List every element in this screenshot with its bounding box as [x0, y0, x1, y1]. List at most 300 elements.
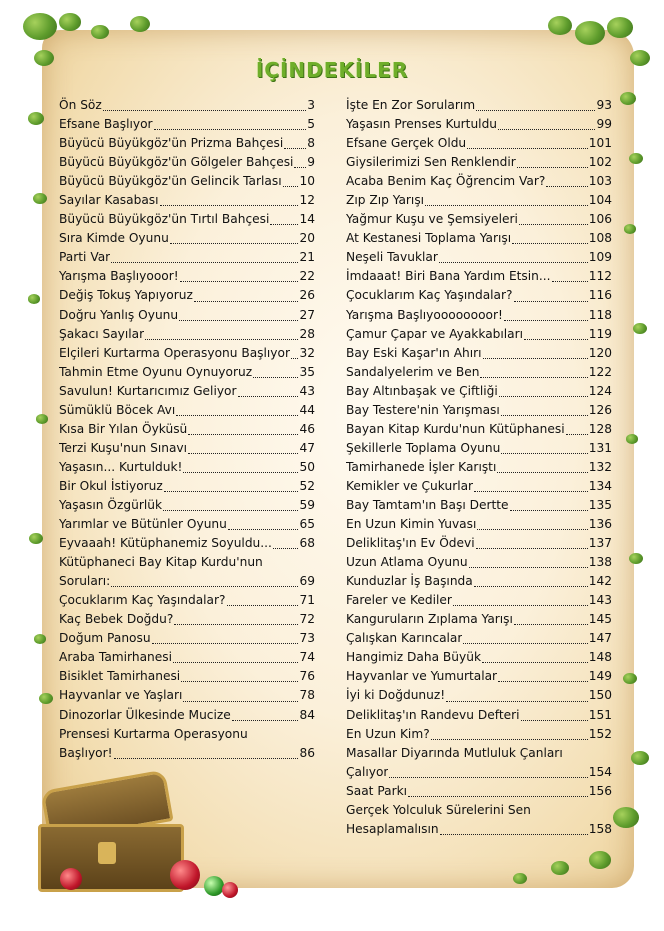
toc-entry-title: Acaba Benim Kaç Öğrencim Var? — [346, 174, 546, 189]
toc-entry — [346, 172, 612, 191]
dot-leader — [232, 720, 299, 721]
toc-page-number: 138 — [588, 555, 612, 570]
toc-entry — [346, 782, 612, 801]
toc-entry-title: Soruları: — [59, 574, 111, 589]
red-gem-icon — [222, 882, 238, 898]
toc-entry — [59, 96, 315, 115]
toc-entry-title: Araba Tamirhanesi — [59, 650, 172, 665]
toc-page-number: 71 — [299, 593, 315, 608]
toc-entry-title: Yaşasın Özgürlük — [59, 497, 163, 512]
toc-entry — [346, 706, 612, 725]
toc-page-number: 93 — [596, 98, 612, 112]
toc-entry — [346, 801, 612, 839]
toc-page-number: 74 — [299, 650, 315, 665]
toc-entry-title: Şekillerle Toplama Oyunu — [346, 440, 501, 455]
toc-entry-title: Parti Var — [59, 250, 111, 265]
toc-entry — [346, 115, 612, 134]
toc-page-number: 126 — [588, 402, 612, 417]
toc-entry-title: At Kestanesi Toplama Yarışı — [346, 231, 512, 246]
toc-entry-title: Büyücü Büyükgöz'ün Gölgeler Bahçesi — [59, 155, 294, 170]
dot-leader — [474, 491, 588, 492]
toc-entry-title: Çamur Çapar ve Ayakkabıları — [346, 326, 524, 341]
toc-entry-title: Bisiklet Tamirhanesi — [59, 669, 181, 684]
toc-page-number: 27 — [299, 307, 315, 322]
toc-entry — [59, 648, 315, 667]
toc-entry-title: Bir Okul İstiyoruz — [59, 478, 163, 493]
toc-entry — [346, 153, 612, 172]
toc-entry — [346, 306, 612, 325]
toc-entry — [59, 210, 315, 229]
toc-entry-title: Neşeli Tavuklar — [346, 250, 438, 265]
dot-leader — [291, 358, 298, 359]
toc-entry — [59, 553, 315, 591]
toc-page-number: 20 — [299, 231, 315, 246]
leaf-icon — [620, 92, 636, 105]
toc-entry — [346, 572, 612, 591]
leaf-icon — [607, 17, 633, 38]
toc-entry — [59, 172, 315, 191]
toc-entry — [59, 477, 315, 496]
toc-entry-title: Efsane Başlıyor — [59, 117, 153, 132]
toc-entry-title: Çocuklarım Kaç Yaşındalar? — [346, 288, 513, 303]
toc-entry-title: Ön Söz — [59, 98, 102, 112]
toc-page-number: 116 — [588, 288, 612, 303]
green-gem-icon — [204, 876, 224, 896]
toc-page-number: 145 — [588, 612, 612, 627]
toc-entry — [59, 686, 315, 705]
toc-entry-title: İyi ki Doğdunuz! — [346, 688, 446, 703]
dot-leader — [504, 320, 588, 321]
toc-entry-title: Eyvaaah! Kütüphanemiz Soyuldu... — [59, 536, 272, 551]
toc-entry — [346, 344, 612, 363]
toc-page-number: 5 — [307, 117, 315, 132]
dot-leader — [439, 262, 588, 263]
toc-page-number: 14 — [299, 212, 315, 227]
toc-entry — [346, 667, 612, 686]
toc-page-number: 78 — [299, 688, 315, 703]
toc-page-number: 106 — [588, 212, 612, 227]
toc-entry-title: Efsane Gerçek Oldu — [346, 136, 467, 151]
dot-leader — [181, 681, 298, 682]
toc-entry-title: Büyücü Büyükgöz'ün Prizma Bahçesi — [59, 136, 284, 151]
toc-entry — [59, 344, 315, 363]
dot-leader — [227, 605, 299, 606]
toc-entry — [346, 744, 612, 782]
toc-entry-title: Kısa Bir Yılan Öyküsü — [59, 421, 188, 436]
dot-leader — [517, 167, 588, 168]
toc-entry-title: Sayılar Kasabası — [59, 193, 159, 208]
toc-entry-title: Savulun! Kurtarıcımız Geliyor — [59, 383, 237, 398]
toc-entry-title: Elçileri Kurtarma Operasyonu Başlıyor — [59, 345, 290, 360]
toc-entry-title: Terzi Kuşu'nun Sınavı — [59, 440, 188, 455]
dot-leader — [519, 224, 588, 225]
dot-leader — [111, 586, 298, 587]
dot-leader — [514, 301, 588, 302]
toc-entry-title: Doğum Panosu — [59, 631, 151, 646]
dot-leader — [499, 396, 588, 397]
toc-page-number: 112 — [588, 269, 612, 284]
toc-entry — [59, 725, 315, 763]
dot-leader — [501, 415, 588, 416]
dot-leader — [524, 339, 588, 340]
toc-page-number: 101 — [588, 136, 612, 151]
dot-leader — [103, 110, 306, 111]
toc-entry-title: Yarışma Başlıyoooooooor! — [346, 307, 503, 322]
red-gem-icon — [60, 868, 82, 890]
dot-leader — [512, 243, 588, 244]
leaf-icon — [629, 153, 643, 164]
toc-entry-title: Yarımlar ve Bütünler Oyunu — [59, 517, 227, 532]
toc-entry-title: Yaşasın Prenses Kurtuldu — [346, 117, 498, 132]
toc-page-number: 156 — [588, 783, 612, 798]
dot-leader — [463, 643, 587, 644]
toc-page-number: 50 — [299, 459, 315, 474]
toc-entry — [346, 382, 612, 401]
toc-entry — [346, 534, 612, 553]
leaf-icon — [548, 16, 572, 35]
toc-page-number: 84 — [299, 707, 315, 722]
dot-leader — [425, 205, 588, 206]
dot-leader — [194, 301, 299, 302]
toc-page-number: 120 — [588, 345, 612, 360]
dot-leader — [173, 662, 298, 663]
toc-entry — [59, 420, 315, 439]
toc-entry — [346, 363, 612, 382]
dot-leader — [283, 186, 299, 187]
toc-page-number: 26 — [299, 288, 315, 303]
dot-leader — [284, 148, 306, 149]
toc-entry — [346, 401, 612, 420]
dot-leader — [163, 510, 298, 511]
toc-page-number: 86 — [299, 745, 315, 760]
toc-entry-last-line — [346, 763, 612, 782]
dot-leader — [476, 548, 588, 549]
toc-page-number: 43 — [299, 383, 315, 398]
toc-entry — [346, 325, 612, 344]
red-gem-icon — [170, 860, 200, 890]
toc-entry-title: En Uzun Kim? — [346, 726, 430, 741]
toc-entry — [346, 229, 612, 248]
toc-page-number: 150 — [588, 688, 612, 703]
toc-entry — [346, 248, 612, 267]
toc-entry-title: Şakacı Sayılar — [59, 326, 145, 341]
toc-entry-title: Çalışkan Karıncalar — [346, 631, 463, 646]
toc-entry-title: İmdaaat! Biri Bana Yardım Etsin... — [346, 269, 551, 284]
dot-leader — [183, 701, 298, 702]
toc-page-number: 68 — [299, 536, 315, 551]
dot-leader — [453, 605, 588, 606]
toc-entry-title: Kanguruların Zıplama Yarışı — [346, 612, 513, 627]
toc-page-number: 99 — [596, 117, 612, 132]
dot-leader — [176, 415, 298, 416]
dot-leader — [238, 396, 299, 397]
toc-entry-title: Saat Parkı — [346, 783, 408, 798]
toc-page-number: 3 — [307, 98, 315, 112]
toc-entry — [59, 382, 315, 401]
dot-leader — [483, 358, 588, 359]
toc-page-number: 8 — [307, 136, 315, 151]
dot-leader — [174, 624, 298, 625]
toc-entry — [59, 229, 315, 248]
toc-page-number: 134 — [588, 478, 612, 493]
toc-entry-title: Hesaplamalısın — [346, 821, 439, 836]
dot-leader — [270, 224, 298, 225]
leaf-icon — [633, 323, 647, 334]
toc-entry-title: Büyücü Büyükgöz'ün Tırtıl Bahçesi — [59, 212, 270, 227]
toc-entry-title: Gerçek Yolculuk Sürelerini Sen — [346, 802, 531, 817]
dot-leader — [566, 434, 588, 435]
toc-page-number: 104 — [588, 193, 612, 208]
toc-entry-title: Sümüklü Böcek Avı — [59, 402, 176, 417]
toc-entry — [59, 401, 315, 420]
toc-entry-title: Sandalyelerim ve Ben — [346, 364, 480, 379]
toc-page-number: 73 — [299, 631, 315, 646]
toc-entry-title: Fareler ve Kediler — [346, 593, 452, 608]
dot-leader — [498, 681, 588, 682]
dot-leader — [498, 129, 595, 130]
dot-leader — [510, 510, 588, 511]
dot-leader — [514, 624, 588, 625]
leaf-icon — [575, 21, 605, 45]
toc-page-number: 35 — [299, 364, 315, 379]
toc-entry — [346, 134, 612, 153]
toc-entry — [59, 325, 315, 344]
dot-leader — [154, 129, 307, 130]
dot-leader — [188, 453, 298, 454]
toc-entry-title: Bay Eski Kaşar'ın Ahırı — [346, 345, 482, 360]
dot-leader — [497, 472, 587, 473]
toc-entry-last-line — [59, 744, 315, 763]
leaf-icon — [631, 751, 649, 765]
toc-page-number: 72 — [299, 612, 315, 627]
leaf-icon — [629, 553, 643, 564]
toc-page-number: 122 — [588, 364, 612, 379]
dot-leader — [152, 643, 299, 644]
dot-leader — [188, 434, 298, 435]
dot-leader — [482, 662, 588, 663]
toc-entry-title: Tamirhanede İşler Karıştı — [346, 459, 497, 474]
toc-entry — [346, 553, 612, 572]
toc-entry — [59, 591, 315, 610]
toc-entry — [59, 363, 315, 382]
page-title: İÇİNDEKİLER — [255, 58, 409, 82]
toc-page-number: 143 — [588, 593, 612, 608]
toc-entry — [346, 439, 612, 458]
toc-page-number: 102 — [588, 155, 612, 170]
toc-entry — [59, 629, 315, 648]
toc-entry-title: Kemikler ve Çukurlar — [346, 478, 474, 493]
dot-leader — [474, 586, 588, 587]
toc-page-number: 135 — [588, 497, 612, 512]
toc-page-number: 46 — [299, 421, 315, 436]
toc-page-number: 22 — [299, 269, 315, 284]
dot-leader — [114, 758, 299, 759]
toc-entry-title: Çalıyor — [346, 764, 389, 779]
toc-entry-title: Sıra Kimde Oyunu — [59, 231, 169, 246]
leaf-icon — [624, 224, 636, 234]
toc-entry-title: Giysilerimizi Sen Renklendir — [346, 155, 516, 170]
toc-page-number: 44 — [299, 402, 315, 417]
toc-entry-title: Yağmur Kuşu ve Şemsiyeleri — [346, 212, 518, 227]
leaf-icon — [59, 13, 81, 31]
dot-leader — [467, 148, 588, 149]
toc-left-column — [59, 96, 315, 763]
leaf-icon — [589, 851, 611, 869]
toc-entry — [346, 610, 612, 629]
dot-leader — [145, 339, 298, 340]
toc-entry — [59, 667, 315, 686]
toc-page-number: 52 — [299, 478, 315, 493]
dot-leader — [501, 453, 587, 454]
dot-leader — [164, 491, 299, 492]
toc-page-number: 152 — [588, 726, 612, 741]
toc-page-number: 10 — [299, 174, 315, 189]
toc-entry-title: Kaç Bebek Doğdu? — [59, 612, 174, 627]
toc-entry — [346, 210, 612, 229]
dot-leader — [180, 281, 299, 282]
toc-page-number: 147 — [588, 631, 612, 646]
dot-leader — [228, 529, 299, 530]
toc-page-number: 108 — [588, 231, 612, 246]
leaf-icon — [28, 112, 44, 125]
toc-entry-title: Yaşasın... Kurtulduk! — [59, 459, 183, 474]
dot-leader — [160, 205, 299, 206]
toc-entry-title: Kütüphaneci Bay Kitap Kurdu'nun — [59, 555, 263, 570]
toc-entry — [59, 496, 315, 515]
toc-entry-title: En Uzun Kimin Yuvası — [346, 517, 477, 532]
leaf-icon — [36, 414, 48, 424]
toc-entry-title: Kunduzlar İş Başında — [346, 574, 473, 589]
toc-entry-title: Zıp Zıp Yarışı — [346, 193, 425, 208]
leaf-icon — [34, 634, 46, 644]
toc-page-number: 137 — [588, 536, 612, 551]
toc-entry — [59, 610, 315, 629]
dot-leader — [170, 243, 299, 244]
toc-page-number: 32 — [299, 345, 315, 360]
toc-entry — [346, 191, 612, 210]
toc-entry-title: Bay Testere'nin Yarışması — [346, 402, 500, 417]
dot-leader — [552, 281, 588, 282]
dot-leader — [477, 529, 587, 530]
toc-page-number: 132 — [588, 459, 612, 474]
toc-entry — [346, 515, 612, 534]
toc-entry — [346, 477, 612, 496]
toc-entry — [346, 496, 612, 515]
dot-leader — [408, 796, 588, 797]
toc-entry-title: Bay Altınbaşak ve Çiftliği — [346, 383, 498, 398]
toc-entry-title: Büyücü Büyükgöz'ün Gelincik Tarlası — [59, 174, 282, 189]
toc-entry — [59, 134, 315, 153]
toc-entry-title: Hangimiz Daha Büyük — [346, 650, 482, 665]
toc-page-number: 158 — [588, 821, 612, 836]
toc-entry — [346, 725, 612, 744]
toc-entry-title: Tahmin Etme Oyunu Oynuyoruz — [59, 364, 253, 379]
toc-entry — [346, 267, 612, 286]
toc-page-number: 103 — [588, 174, 612, 189]
toc-page-number: 142 — [588, 574, 612, 589]
toc-entry — [346, 458, 612, 477]
toc-entry — [59, 706, 315, 725]
toc-entry — [59, 515, 315, 534]
dot-leader — [446, 701, 588, 702]
toc-entry — [59, 286, 315, 305]
dot-leader — [111, 262, 298, 263]
toc-entry — [346, 96, 612, 115]
toc-page-number: 151 — [588, 707, 612, 722]
toc-entry-last-line — [346, 820, 612, 839]
toc-entry — [346, 591, 612, 610]
toc-entry — [346, 286, 612, 305]
toc-entry-title: Prensesi Kurtarma Operasyonu — [59, 726, 248, 741]
toc-entry — [59, 458, 315, 477]
toc-entry-title: Değiş Tokuş Yapıyoruz — [59, 288, 193, 303]
dot-leader — [389, 777, 587, 778]
toc-page-number: 12 — [299, 193, 315, 208]
dot-leader — [273, 548, 299, 549]
dot-leader — [480, 377, 587, 378]
toc-entry-title: Çocuklarım Kaç Yaşındalar? — [59, 593, 226, 608]
dot-leader — [521, 720, 588, 721]
toc-entry — [59, 248, 315, 267]
toc-page-number: 124 — [588, 383, 612, 398]
toc-entry-title: Deliklitaş'ın Randevu Defteri — [346, 707, 520, 722]
toc-page-number: 148 — [588, 650, 612, 665]
dot-leader — [179, 320, 298, 321]
toc-page-number: 47 — [299, 440, 315, 455]
toc-entry — [59, 267, 315, 286]
toc-entry-title: Doğru Yanlış Oyunu — [59, 307, 179, 322]
toc-page-number: 69 — [299, 574, 315, 589]
toc-right-column — [346, 96, 612, 839]
toc-entry-title: Yarışma Başlıyooor! — [59, 269, 179, 284]
toc-entry — [59, 534, 315, 553]
dot-leader — [469, 567, 588, 568]
leaf-icon — [613, 807, 639, 828]
toc-page-number: 128 — [588, 421, 612, 436]
toc-entry-last-line — [59, 572, 315, 591]
toc-entry-title: Bayan Kitap Kurdu'nun Kütüphanesi — [346, 421, 565, 436]
toc-entry-title: Hayvanlar ve Yumurtalar — [346, 669, 498, 684]
leaf-icon — [29, 533, 43, 544]
toc-page-number: 136 — [588, 517, 612, 532]
dot-leader — [183, 472, 298, 473]
dot-leader — [253, 377, 298, 378]
dot-leader — [294, 167, 306, 168]
toc-page-number: 109 — [588, 250, 612, 265]
toc-entry — [346, 629, 612, 648]
leaf-icon — [626, 434, 638, 444]
toc-page-number: 28 — [299, 326, 315, 341]
toc-entry-title: Başlıyor! — [59, 745, 113, 760]
toc-page-number: 119 — [588, 326, 612, 341]
leaf-icon — [28, 294, 40, 304]
toc-page-number: 9 — [307, 155, 315, 170]
toc-page-number: 59 — [299, 497, 315, 512]
dot-leader — [476, 110, 595, 111]
toc-page-number: 76 — [299, 669, 315, 684]
leaf-icon — [130, 16, 150, 32]
toc-entry-title: Masallar Diyarında Mutluluk Çanları — [346, 745, 563, 760]
toc-entry — [346, 420, 612, 439]
toc-entry — [59, 439, 315, 458]
dot-leader — [546, 186, 587, 187]
chest-lock — [98, 842, 116, 864]
toc-page-number: 21 — [299, 250, 315, 265]
toc-entry-title: Dinozorlar Ülkesinde Mucize — [59, 707, 231, 722]
toc-entry-title: Uzun Atlama Oyunu — [346, 555, 468, 570]
toc-page-number: 154 — [588, 764, 612, 779]
leaf-icon — [23, 13, 57, 40]
